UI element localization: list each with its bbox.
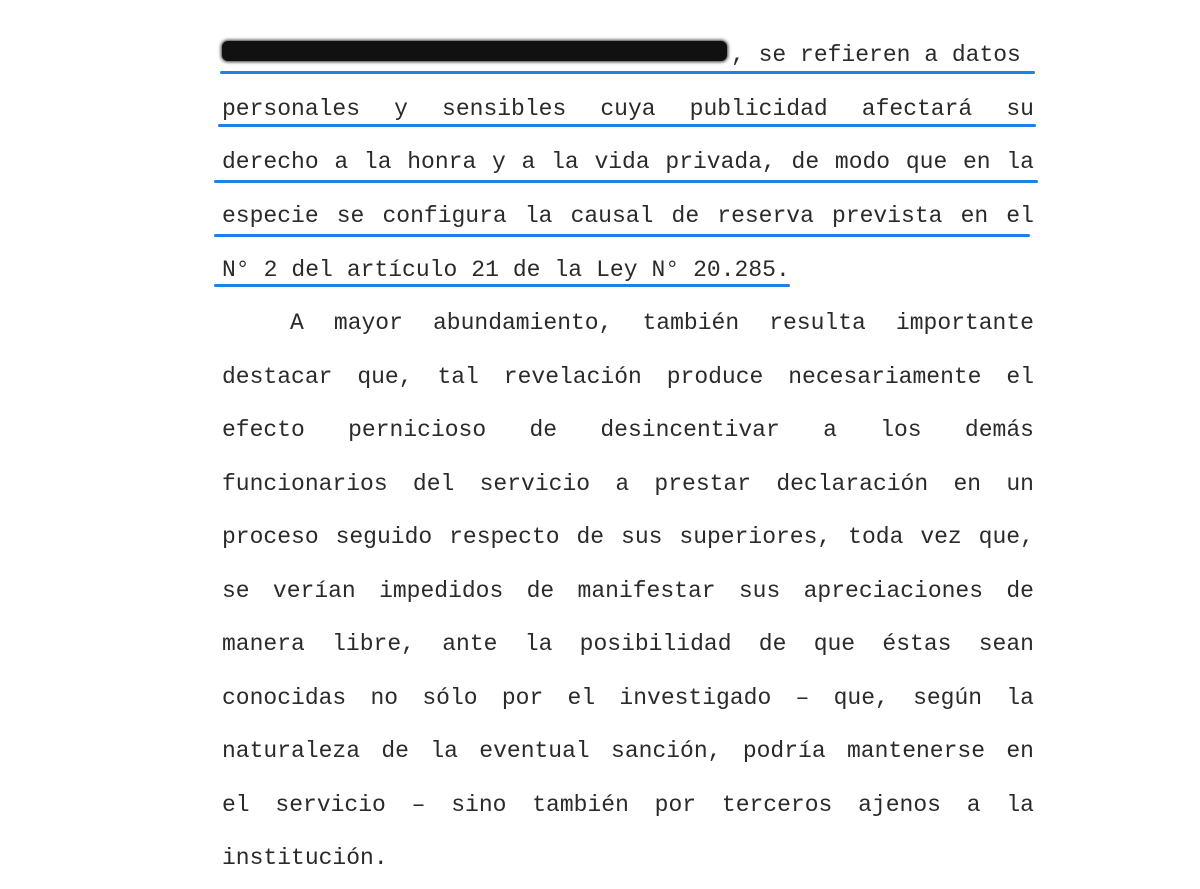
word: sean [978,631,1034,657]
text-line-12 [222,630,1034,658]
word: tal [437,364,479,390]
word: produce [666,364,764,390]
word: mantenerse [846,738,986,764]
word: respecto [449,524,560,550]
word: éstas [882,631,952,657]
word: prevista [832,203,943,229]
word: N° [222,257,250,283]
word: vida [594,149,650,175]
word: declaración [776,471,929,497]
word: N° [651,257,680,283]
word: funcionarios [222,471,388,497]
word: un [1006,471,1034,497]
word: se [336,203,365,229]
word: a [334,149,349,175]
word: sino [451,792,507,818]
word: del [412,471,455,497]
word: sólo [422,685,478,711]
word: podría [742,738,826,764]
word: la [524,631,553,657]
word: su [1006,96,1034,122]
text-line-13 [222,684,1034,712]
word: de [758,631,787,657]
text-line-4 [222,202,1034,230]
word: superiores, [679,524,832,550]
word: a [615,471,630,497]
word: la [554,257,583,283]
word: ante [442,631,498,657]
word: honra [407,149,477,175]
word: Ley [596,257,638,283]
word: privada, [665,149,776,175]
word: y [492,149,506,175]
word: vez [920,524,962,550]
word: que [905,149,948,175]
word: manifestar [577,578,716,604]
word: apreciaciones [803,578,984,604]
word: 2 [263,257,278,283]
word: proceso [222,524,319,550]
word: conocidas [222,685,347,711]
word: que, [833,685,889,711]
word: de [529,417,558,443]
word: el [1006,203,1034,229]
word: el [222,792,250,818]
word: revelación [503,364,642,390]
word: toda [848,524,904,550]
word: de [512,257,541,283]
word: a [823,417,837,443]
word: institución. [222,845,388,871]
word: desincentivar [600,417,780,443]
word: de [1006,578,1034,604]
word: en [1006,738,1034,764]
word: la [551,149,579,175]
word: pernicioso [348,417,487,443]
word: configura [382,203,507,229]
word: los [880,417,922,443]
word: importante [895,310,1034,336]
word: en [960,203,989,229]
text-line-8 [222,416,1034,444]
text-line-6 [290,309,1034,337]
word: por [501,685,544,711]
word: de [381,738,409,764]
word: causal [570,203,654,229]
word: impedidos [379,578,504,604]
word: de [671,203,700,229]
word: la [363,149,392,175]
word: modo [834,149,891,175]
text-line-10 [222,523,1034,551]
word: – [795,685,810,711]
word: A [290,310,304,336]
word: naturaleza [222,738,361,764]
text-line-2 [222,95,1034,123]
highlight-underline [220,71,1035,74]
word: el [567,685,596,711]
word: y [394,96,408,122]
word: de [791,149,820,175]
word: abundamiento, [432,310,613,336]
text-line-9 [222,470,1034,498]
text-line-3 [222,148,1034,176]
text-line-11 [222,577,1034,605]
word: resulta [769,310,866,336]
text-line-5 [222,256,1034,284]
word: no [370,685,399,711]
text-line-15 [222,791,1034,819]
word: la [1006,685,1034,711]
word: seguido [335,524,433,550]
word: investigado [619,685,772,711]
word: en [953,471,982,497]
word: por [654,792,697,818]
word: la [524,203,553,229]
word: reserva [717,203,814,229]
word: que [813,631,856,657]
word: se [222,578,250,604]
word: sus [738,578,781,604]
word: verían [272,578,356,604]
word: cuya [600,96,656,122]
line-text: , se refieren a datos [731,42,1021,68]
word: posibilidad [579,631,732,657]
word: demás [964,417,1034,443]
word: derecho [222,149,319,175]
highlight-underline [214,180,1038,183]
redacted-text [222,41,727,61]
word: ajenos [858,792,941,818]
word: terceros [721,792,833,818]
word: prestar [654,471,752,497]
word: también [532,792,629,818]
text-line-16 [222,844,1034,872]
word: efecto [222,417,305,443]
word: también [642,310,740,336]
word: el [1006,364,1034,390]
word: en [963,149,991,175]
text-line-1 [222,41,1034,69]
word: de [576,524,605,550]
word: personales [222,96,361,122]
word: especie [222,203,319,229]
word: sus [621,524,663,550]
word: que, [357,364,413,390]
word: publicidad [689,96,828,122]
word: la [430,738,458,764]
highlight-underline [214,234,1030,237]
word: destacar [222,364,333,390]
word: sanción, [611,738,722,764]
word: eventual [479,738,590,764]
text-line-7 [222,363,1034,391]
word: necesariamente [788,364,982,390]
word: 20.285. [693,257,790,283]
word: según [913,685,983,711]
word: servicio [275,792,386,818]
word: libre, [332,631,415,657]
word: afectará [861,96,973,122]
word: – [411,792,426,818]
highlight-underline [214,284,790,287]
word: manera [222,631,305,657]
word: sensibles [442,96,567,122]
word: del [291,257,333,283]
word: a [521,149,536,175]
word: la [1006,792,1034,818]
word: que, [978,524,1034,550]
word: la [1006,149,1034,175]
word: artículo [346,257,458,283]
word: de [526,578,555,604]
word: a [966,792,981,818]
text-line-14 [222,737,1034,765]
word: servicio [479,471,591,497]
word: mayor [333,310,403,336]
highlight-underline [218,124,1036,127]
word: 21 [471,257,499,283]
